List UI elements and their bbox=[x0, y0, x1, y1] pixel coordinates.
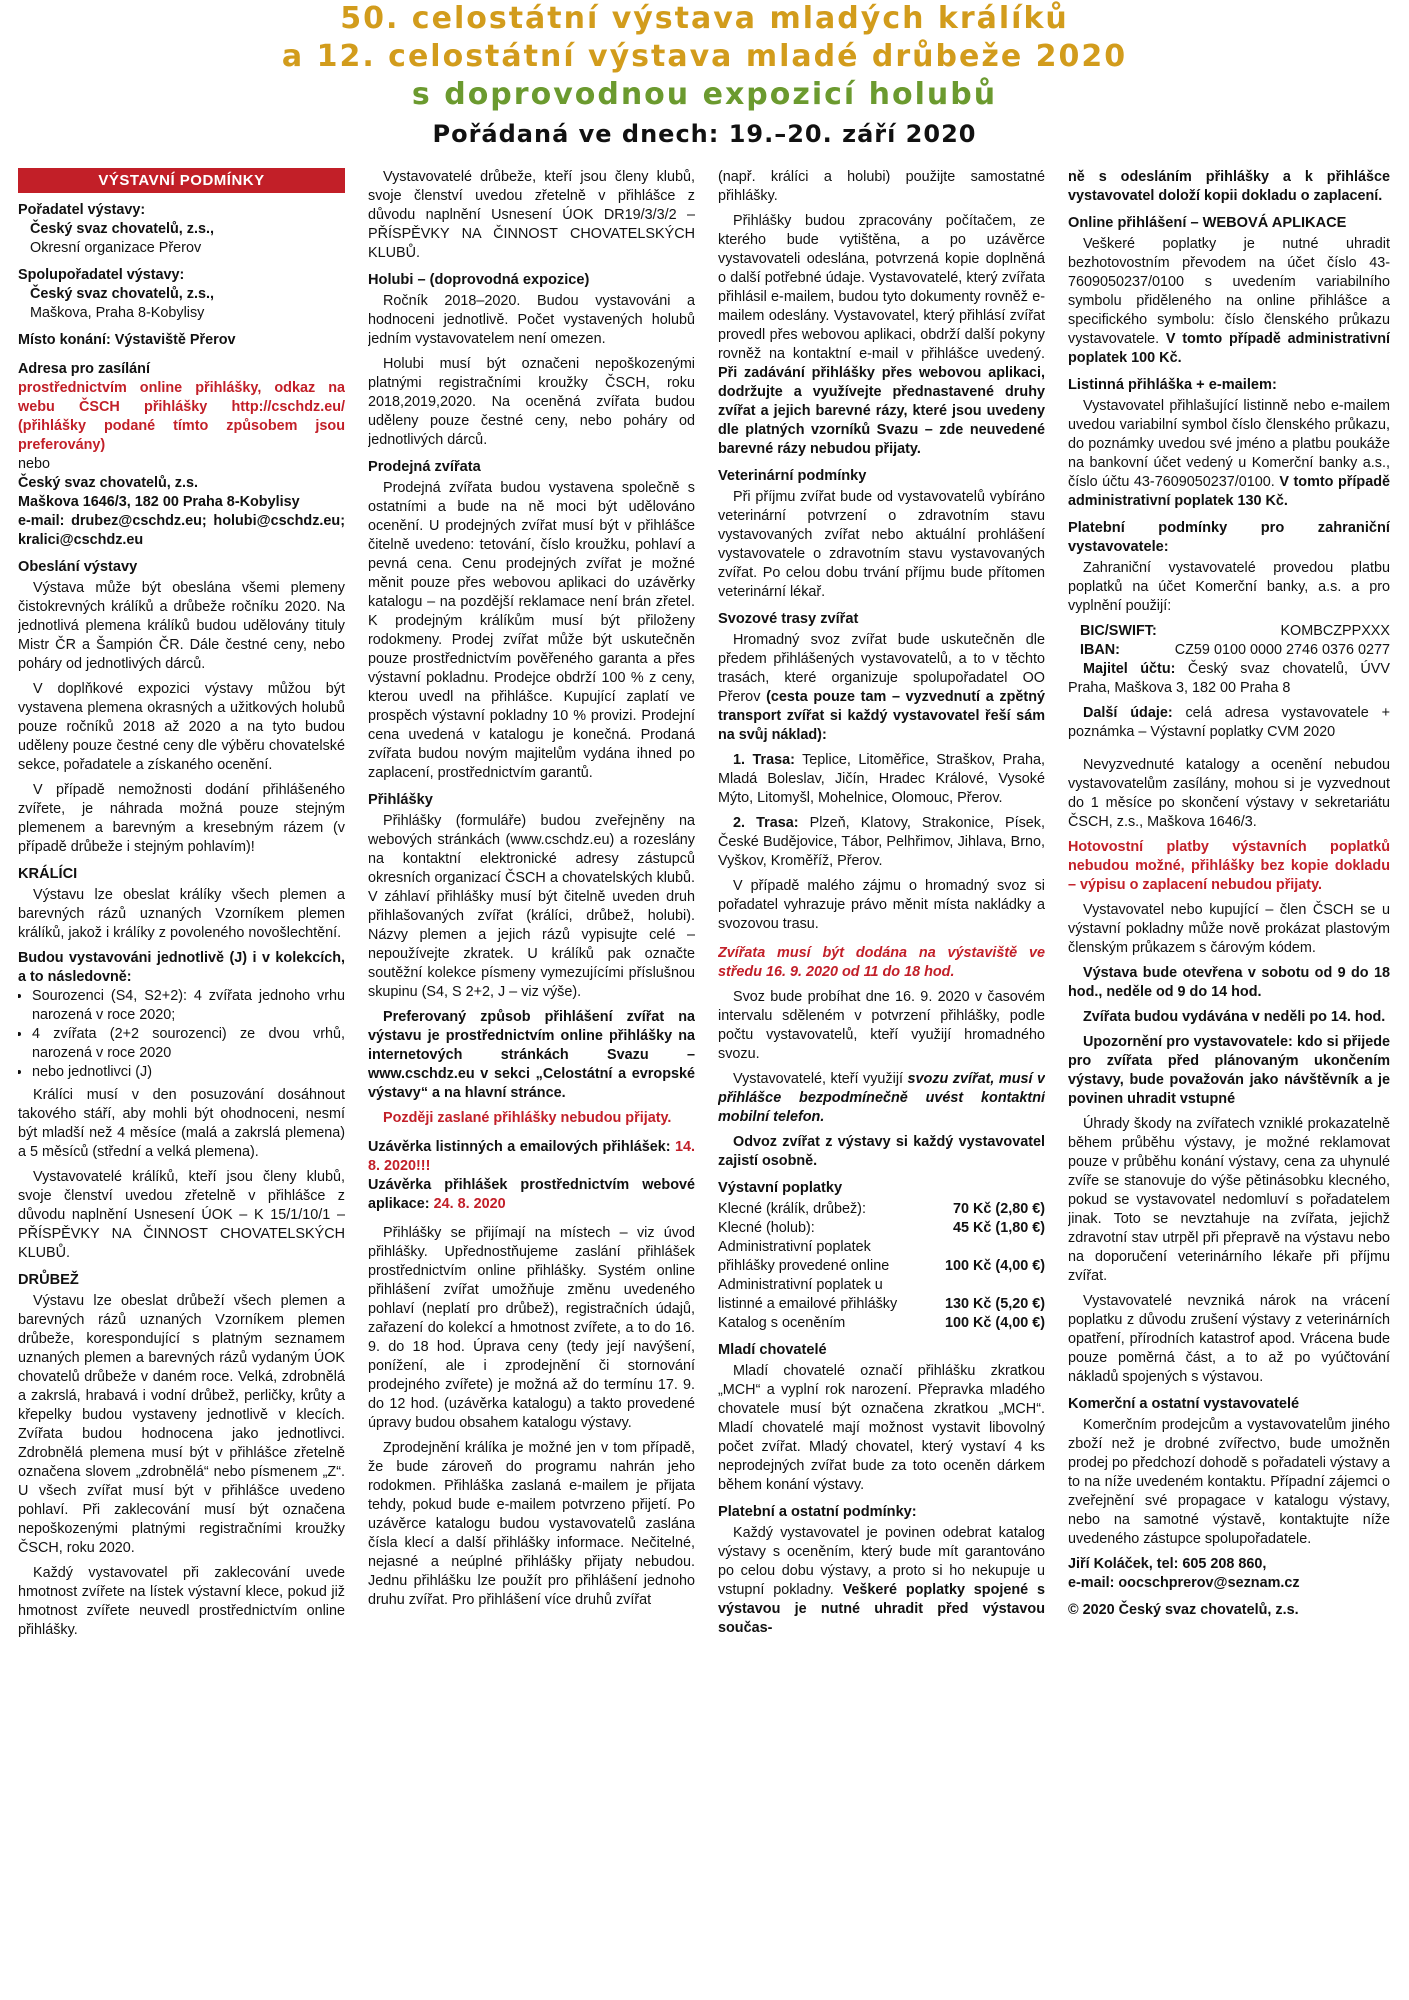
title-line-2: a 12. celostátní výstava mladé drůbeže 2020 bbox=[281, 39, 1128, 74]
venue: Místo konání: Výstaviště Přerov bbox=[18, 332, 236, 348]
paragraph: Veškeré poplatky je nutné uhradit bezhotovostním převodem na účet číslo 43-7609050237/0100 s uvedením variabilního symbolu přiděleného na online přihlášce a specifického symbolu: číslo členského průkazu vystavovatele. V tomto případě administrativní poplatek 100 Kč. bbox=[1068, 236, 1390, 366]
copyright: © 2020 Český svaz chovatelů, z.s. bbox=[1068, 1602, 1299, 1618]
paragraph: Přihlášky se přijímají na místech – viz úvod přihlášky. Upřednostňujeme zaslání přihlášek prostřednictvím online přihlášky. Systém online přihlášení zvířat umožňuje změnu uvedeného pohlaví (neplatí pro drůbež), registračních údajů, zařazení do kolekcí a hmotnost zvířete, a to do 16. 9. do 18 hod. Úprava ceny (tedy její navýšení, ponížení, ale i zprodejnění či stornování prodejného zvířete) je možná až do termínu 17. 9. do 12 hod. (uzávěrka katalogu) a takto provedené úpravy budou obsahem katalogu výstavy. bbox=[368, 1225, 695, 1431]
fee-row: Administrativní poplatek přihlášky provedené online 100 Kč (4,00 €) bbox=[718, 1239, 1045, 1274]
owner-row: Majitel účtu: Český svaz chovatelů, ÚVV Praha, Maškova 3, 182 00 Praha 8 bbox=[1068, 661, 1390, 696]
fee-row: Administrativní poplatek u listinné a emailové přihlášky 130 Kč (5,20 €) bbox=[718, 1277, 1045, 1312]
paragraph: Holubi musí být označeni nepoškozenými platnými registračními kroužky ČSCH, roku 2018,2019,2020. Na oceněná zvířata budou uděleny pouze čestné ceny, nebo poháry od jednotlivých dárců. bbox=[368, 356, 695, 448]
section-heading: Holubi – (doprovodná expozice) bbox=[368, 272, 590, 288]
column-4 bbox=[1068, 168, 1390, 1993]
section-heading: Svozové trasy zvířat bbox=[718, 611, 859, 627]
contact-email: e-mail: oocschprerov@seznam.cz bbox=[1068, 1575, 1300, 1591]
opening-hours: Výstava bude otevřena v sobotu od 9 do 18 hod., neděle od 9 do 14 hod. bbox=[1068, 965, 1390, 1000]
paragraph: Prodejná zvířata budou vystavena společně s ostatními a bude na ně moci být udělováno ocenění. U prodejných zvířat musí být v přihlášce čitelně uvedeno: tetování, číslo kroužku, pohlaví a pevná cena. Cenu prodejných zvířat je možné měnit pouze přes webovou aplikaci do uzávěrky katalogu – na pozdější reklamace není brán zřetel. K prodejným králíkům musí být přiloženy rodokmeny. Prodej zvířat může být uskutečněn pouze prostřednictvím pověřeného garanta a přes výstavní pokladnu. Prodejce obdrží 100 % z ceny, kterou uvedl na přihlášce. Kupující zaplatí ve prospěch výstavní pokladny 10 % provizi. Prodejní cena uvedená v katalogu je konečná. Prodaná zvířata budou novým majitelům vydána ihned po zaplacení, prostřednictvím garantů. bbox=[368, 480, 695, 781]
paragraph: Výstavu lze obeslat králíky všech plemen a barevných rázů uznaných Vzorníkem plemen králíků, jakož i králíky z povoleného novošlechtění. bbox=[18, 887, 345, 941]
section-heading: Obeslání výstavy bbox=[18, 559, 138, 575]
section-heading: DRŮBEŽ bbox=[18, 1272, 79, 1288]
deadline-1: Uzávěrka listinných a emailových přihlášek: 14. 8. 2020!!! bbox=[368, 1139, 695, 1174]
section-heading: Prodejná zvířata bbox=[368, 459, 481, 475]
organizer-label: Pořadatel výstavy: bbox=[18, 202, 146, 218]
paragraph: Zprodejnění králíka je možné jen v tom případě, že bude zároveň do programu nahrán jeho rodokmen. Přihláška zaslaná e-mailem je přijata tehdy, pokud bude e-mailem potvrzeno přijetí. Po uzávěrce katalogu budou vystavovatelů zaslána čísla klecí a další přihlášky informace. Nečitelné, nejasné a neúplné přihlášky přijaty nebudou. Jednu přihlášku lze použít pro přihlášení jednoho druhu zvířat. Pro přihlášení více druhů zvířat bbox=[368, 1440, 695, 1608]
coorganizer-sub: Maškova, Praha 8-Kobylisy bbox=[30, 305, 205, 321]
paragraph: Králíci musí v den posuzování dosáhnout takového stáří, aby mohli být ohodnoceni, nesmí být mladší než 4 měsíce (malá a zakrslá plemena) a 5 měsíců (střední a velká plemena). bbox=[18, 1087, 345, 1160]
paragraph: Vystavovatelé drůbeže, kteří jsou členy klubů, svoje členství uvedou zřetelně v přihlášce z důvodu naplnění Usnesení ÚOK DR19/3/3/2 – PŘÍSPĚVKY NA ČINNOST CHOVATELSKÝCH KLUBŮ. bbox=[368, 169, 695, 261]
contact-name: Jiří Koláček, tel: 605 208 860, bbox=[1068, 1556, 1267, 1572]
event-date: Pořádaná ve dnech: 19.–20. září 2020 bbox=[432, 120, 977, 148]
section-heading: Platební podmínky pro zahraniční vystavovatele: bbox=[1068, 520, 1390, 555]
section-heading: Mladí chovatelé bbox=[718, 1342, 827, 1358]
paragraph: Výstavu lze obeslat drůbeží všech plemen a barevných rázů uznaných Vzorníkem plemen drůbeže, korespondující s platným seznamem uznaných plemen a barevných rázů vydaným ÚOK chovatelů drůbeže v daném roce. Velká, zdrobnělá a zakrslá, hrabavá i vodní drůbež, perličky, krůty a křepelky budou vystaveny jednotlivě v klecích. Zvířata budou hodnocena jako jednotlivci. Zdrobnělá plemena musí být v přihlášce zřetelně označena slovem „zdrobnělá“ nebo písmenem „Z“. U všech zvířat musí být v přihlášce uvedeno pohlaví. Při zaklecování musí být označena nepoškozenými platnými registračními kroužky ČSCH, roku 2020. bbox=[18, 1293, 345, 1556]
pickup-time: Zvířata budou vydávána v neděli po 14. hod. bbox=[1083, 1009, 1386, 1025]
address-name: Český svaz chovatelů, z.s. bbox=[18, 475, 198, 491]
paragraph: Při příjmu zvířat bude od vystavovatelů vybíráno veterinární potvrzení o zdravotním stavu vystavovaných zvířat nebo aktuální prohlášení vystavovatele o zdravotním stavu vystavovaných zvířat. Po celou dobu trvání příjmu bude přítomen veterinární lékař. bbox=[718, 489, 1045, 600]
delivery-notice: Zvířata musí být dodána na výstaviště ve středu 16. 9. 2020 od 11 do 18 hod. bbox=[718, 945, 1045, 980]
list-item: • nebo jednotlivci (J) bbox=[32, 1063, 345, 1082]
extra-row: Další údaje: celá adresa vystavovatele + poznámka – Výstavní poplatky CVM 2020 bbox=[1068, 705, 1390, 740]
early-leave-warning: Upozornění pro vystavovatele: kdo si přijede pro zvířata před plánovaným ukončením výstavy, bude považován jako návštěvník a je povinen uhradit vstupné bbox=[1068, 1034, 1390, 1107]
section-banner: VÝSTAVNÍ PODMÍNKY bbox=[18, 168, 345, 193]
paragraph: Úhrady škody na zvířatech vzniklé prokazatelně během průběhu výstavy, je možné reklamovat pouze v průběhu konání výstavy, cena za uhynulé zvíře se stanovuje do výše pětinásobku klecného, pokud se vystavovatel nedomluví s pořadatelem jinak. Toto se nevztahuje na zvířata, jejichž zdravotní stav utrpěl při přepravě na výstavu nebo na doporučení veterinárního lékaře při příjmu zvířat. bbox=[1068, 1116, 1390, 1284]
paragraph: (např. králíci a holubi) použijte samostatné přihlášky. bbox=[718, 169, 1045, 204]
paragraph: Ročník 2018–2020. Budou vystavováni a hodnoceni jednotlivě. Počet vystavených holubů jedním vystavovatelem není omezen. bbox=[368, 293, 695, 347]
column-1 bbox=[18, 168, 345, 1993]
organizer-name: Český svaz chovatelů, z.s., bbox=[30, 221, 214, 237]
section-heading: Listinná přihláška + e-mailem: bbox=[1068, 377, 1277, 393]
paragraph: Výstava může být obeslána všemi plemeny čistokrevných králíků a drůbeže ročníku 2020. Na jednotlivá plemena králíků budou udělovány tituly Mistr ČR a Šampión ČR. Dále čestné ceny, nebo poháry od jednotlivých dárců. bbox=[18, 580, 345, 672]
section-heading: Platební a ostatní podmínky: bbox=[718, 1504, 917, 1520]
section-heading: Online přihlášení – WEBOVÁ APLIKACE bbox=[1068, 215, 1347, 231]
paragraph: Nevyzvednuté katalogy a ocenění nebudou vystavovatelům zasílány, mohou si je vyzvednout do 1 měsíce po skončení výstavy v sekretariátu ČSCH, z.s., Maškova 1646/3. bbox=[1068, 757, 1390, 830]
address-online: prostřednictvím online přihlášky, odkaz na webu ČSCH přihlášky http://cschdz.eu/ (přihlášky podané tímto způsobem jsou preferovány) bbox=[18, 380, 345, 453]
paragraph: Přihlášky budou zpracovány počítačem, ze kterého bude vytištěna, a po uzávěrce vystavovateli odeslána, potvrzená kopie doplněná o další potřebné údaje. Vystavovatelé, který zvířata přihlásil e-mailem, budou tyto dokumenty rovněž e-mailem odeslány. Vystavovatel, který přihlásí zvířat provedl přes webovou aplikaci, obdrží další pokyny rovněž na kontaktní e-mail v přihlášce uvedený. Při zadávání přihlášky přes webovou aplikaci, dodržujte a využívejte přednastavené druhy zvířat a jejich barevné rázy, které jsou uvedeny dle platných vzorníků Svazu – zde neuvedené barevné rázy nebudou přijaty. bbox=[718, 213, 1045, 457]
address-street: Maškova 1646/3, 182 00 Praha 8-Kobylisy bbox=[18, 494, 300, 510]
coorganizer-label: Spolupořadatel výstavy: bbox=[18, 267, 185, 283]
paragraph: Každý vystavovatel je povinen odebrat katalog výstavy s oceněním, který bude mít garantováno po celou dobu výstavy, a proto si ho nekupuje u vstupní pokladny. Veškeré poplatky spojené s výstavou je nutné uhradit před výstavou součas- bbox=[718, 1525, 1045, 1636]
fee-row: Katalog s oceněním 100 Kč (4,00 €) bbox=[718, 1315, 1045, 1331]
subheading: Budou vystavováni jednotlivě (J) i v kolekcích, a to následovně: bbox=[18, 950, 345, 985]
paragraph: Vystavovatelé králíků, kteří jsou členy klubů, svoje členství uvedou zřetelně v přihlášce z důvodu naplnění Usnesení ÚOK – K 15/1/10/1 – PŘÍSPĚVKY NA ČINNOST CHOVATELSKÝCH KLUBŮ. bbox=[18, 1169, 345, 1261]
section-heading: Komerční a ostatní vystavovatelé bbox=[1068, 1396, 1300, 1412]
section-heading: KRÁLÍCI bbox=[18, 866, 78, 882]
deadline-2: Uzávěrka přihlášek prostřednictvím webové aplikace: 24. 8. 2020 bbox=[368, 1177, 695, 1212]
paragraph: Každý vystavovatel při zaklecování uvede hmotnost zvířete na lístek výstavní klece, pokud již hmotnost zvířete neuvedl prostřednictvím online přihlášky. bbox=[18, 1565, 345, 1638]
iban-row: IBAN: CZ59 0100 0000 2746 0376 0277 bbox=[1080, 642, 1390, 658]
list bbox=[18, 987, 345, 1082]
list-item: • Sourozenci (S4, S2+2): 4 zvířata jednoho vrhu narozená v roce 2020; bbox=[32, 987, 345, 1025]
late-warning: Později zaslané přihlášky nebudou přijaty. bbox=[383, 1110, 672, 1126]
fee-row: Klecné (králík, drůbež): 70 Kč (2,80 €) bbox=[718, 1201, 1045, 1217]
fee-row: Klecné (holub): 45 Kč (1,80 €) bbox=[718, 1220, 1045, 1236]
bic-row: BIC/SWIFT: KOMBCZPPXXX bbox=[1080, 623, 1390, 639]
paragraph: Komerčním prodejcům a vystavovatelům jiného zboží než je drobné zvířectvo, bude umožněn prodej po předchozí dohodě s pořadateli výstavy a to na níže uvedeném kontaktu. Případní zájemci o zveřejnění své propagace v katalogu výstavy, nebo na samotné výstavě, kontaktujte níže uvedeného zástupce spolupořadatele. bbox=[1068, 1417, 1390, 1547]
paragraph: Vystavovatel přihlašující listinně nebo e-mailem uvedou variabilní symbol číslo členského průkazu, do poznámky uvedou své jméno a platbu poukáže na bankovní účet vedený u Komerční banky a.s., číslo účtu 43-7609050237/0100. V tomto případě administrativní poplatek 130 Kč. bbox=[1068, 398, 1390, 509]
paragraph: Vystavovatelé, kteří využijí svozu zvířat, musí v přihlášce bezpodmínečně uvést kontaktní mobilní telefon. bbox=[718, 1071, 1045, 1125]
column-2 bbox=[368, 168, 695, 1993]
cash-warning: Hotovostní platby výstavních poplatků nebudou možné, přihlášky bez kopie dokladu – výpisu o zaplacení nebudou přijaty. bbox=[1068, 839, 1390, 893]
paragraph: V případě nemožnosti dodání přihlášeného zvířete, je náhrada možná pouze stejným plemenem a barevným a kresebným rázem (v případě drůbeže i stejným pohlavím)! bbox=[18, 782, 345, 855]
page-header bbox=[0, 0, 1409, 148]
route-1: 1. Trasa: Teplice, Litoměřice, Straškov, Praha, Mladá Boleslav, Jičín, Hradec Králové, Vysoké Mýto, Litomyšl, Mohelnice, Olomouc, Přerov. bbox=[718, 752, 1045, 806]
title-line-1: 50. celostátní výstava mladých králíků bbox=[340, 1, 1069, 36]
paragraph: Hromadný svoz zvířat bude uskutečněn dle předem přihlášených vystavovatelů, a to v těchto trasách, které organizuje spolupořadatel OO Přerov (cesta pouze tam – vyzvednutí a zpětný transport zvířat si každý vystavovatel řeší sám na svůj náklad): bbox=[718, 632, 1045, 743]
section-heading: Přihlášky bbox=[368, 792, 433, 808]
title-line-3: s doprovodnou expozicí holubů bbox=[411, 77, 998, 112]
paragraph: V doplňkové expozici výstavy můžou být vystavena plemena okrasných a užitkových holubů pouze ročníků 2018 až 2020 a na tyto budou uděleny pouze čestné ceny dle výběru chovatelské sekce, pořadatele a získaného ocenění. bbox=[18, 681, 345, 773]
address-label: Adresa pro zasílání bbox=[18, 361, 150, 377]
route-2: 2. Trasa: Plzeň, Klatovy, Strakonice, Písek, České Budějovice, Tábor, Pelhřimov, Jihlava, Brno, Vyškov, Kroměříž, Přerov. bbox=[718, 815, 1045, 869]
paragraph: Zahraniční vystavovatelé provedou platbu poplatků na účet Komerční banky, a.s. a pro vyplnění použijí: bbox=[1068, 560, 1390, 614]
paragraph: V případě malého zájmu o hromadný svoz si pořadatel vyhrazuje právo měnit místa nakládky a svozovou trasu. bbox=[718, 878, 1045, 932]
organizer-sub: Okresní organizace Přerov bbox=[30, 240, 202, 256]
address-email: e-mail: drubez@cschdz.eu; holubi@cschdz.eu; kralici@cschdz.eu bbox=[18, 513, 345, 548]
paragraph-bold: Odvoz zvířat z výstavy si každý vystavovatel zajistí osobně. bbox=[718, 1134, 1045, 1169]
paragraph: Mladí chovatelé označí přihlášku zkratkou „MCH“ a vyplní rok narození. Přepravka mladého chovatele musí být označena zkratkou „MCH“. Mladí chovatelé mají možnost vystavit libovolný počet zvířat. Mladý chovatel, který vystaví 4 ks neprodejných zvířat bude za toto oceněn dárkem během konání výstavy. bbox=[718, 1363, 1045, 1493]
list-item: • 4 zvířata (2+2 sourozenci) ze dvou vrhů, narozená v roce 2020 bbox=[32, 1025, 345, 1063]
paragraph: Vystavovatelé nevzniká nárok na vrácení poplatku z důvodu zrušení výstavy z veterinárních opatření, přírodních katastrof apod. Vrácena bude pouze poměrná část, a to až po vyúčtování nákladů spojených s výstavou. bbox=[1068, 1293, 1390, 1385]
paragraph-bold: ně s odesláním přihlášky a k přihlášce vystavovatel doloží kopii dokladu o zaplacení. bbox=[1068, 169, 1390, 204]
address-or: nebo bbox=[18, 456, 51, 472]
coorganizer-name: Český svaz chovatelů, z.s., bbox=[30, 286, 214, 302]
paragraph: Přihlášky (formuláře) budou zveřejněny na webových stránkách (www.cschdz.eu) a rozeslány na kontaktní elektronické adresy zástupců okresních organizací ČSCH a chovatelských klubů. V záhlaví přihlášky musí být čitelně uveden druh přihlašovaných zvířat (králíci, drůbež, holubi). Názvy plemen a jejich rázů vypisujte celé – nepoužívejte zkratek. U králíků pak označte soutěžní kolekce písmeny vymezujícími příslušnou skupinu (S4, S 2+2, J – viz výše). bbox=[368, 813, 695, 1000]
paragraph-bold: Preferovaný způsob přihlášení zvířat na výstavu je prostřednictvím online přihlášky na internetových stránkách Svazu – www.cschdz.eu v sekci „Celostátní a evropské výstavy“ a na hlavní stránce. bbox=[368, 1009, 695, 1101]
section-heading: Výstavní poplatky bbox=[718, 1180, 843, 1196]
paragraph: Svoz bude probíhat dne 16. 9. 2020 v časovém intervalu sděleném v potvrzení přihlášky, podle počtu vystavovatelů, kteří využijí hromadného svozu. bbox=[718, 989, 1045, 1062]
column-3 bbox=[718, 168, 1045, 1993]
paragraph: Vystavovatel nebo kupující – člen ČSCH se u výstavní pokladny může nově prokázat plastovým členským průkazem s čárovým kódem. bbox=[1068, 902, 1390, 956]
section-heading: Veterinární podmínky bbox=[718, 468, 867, 484]
